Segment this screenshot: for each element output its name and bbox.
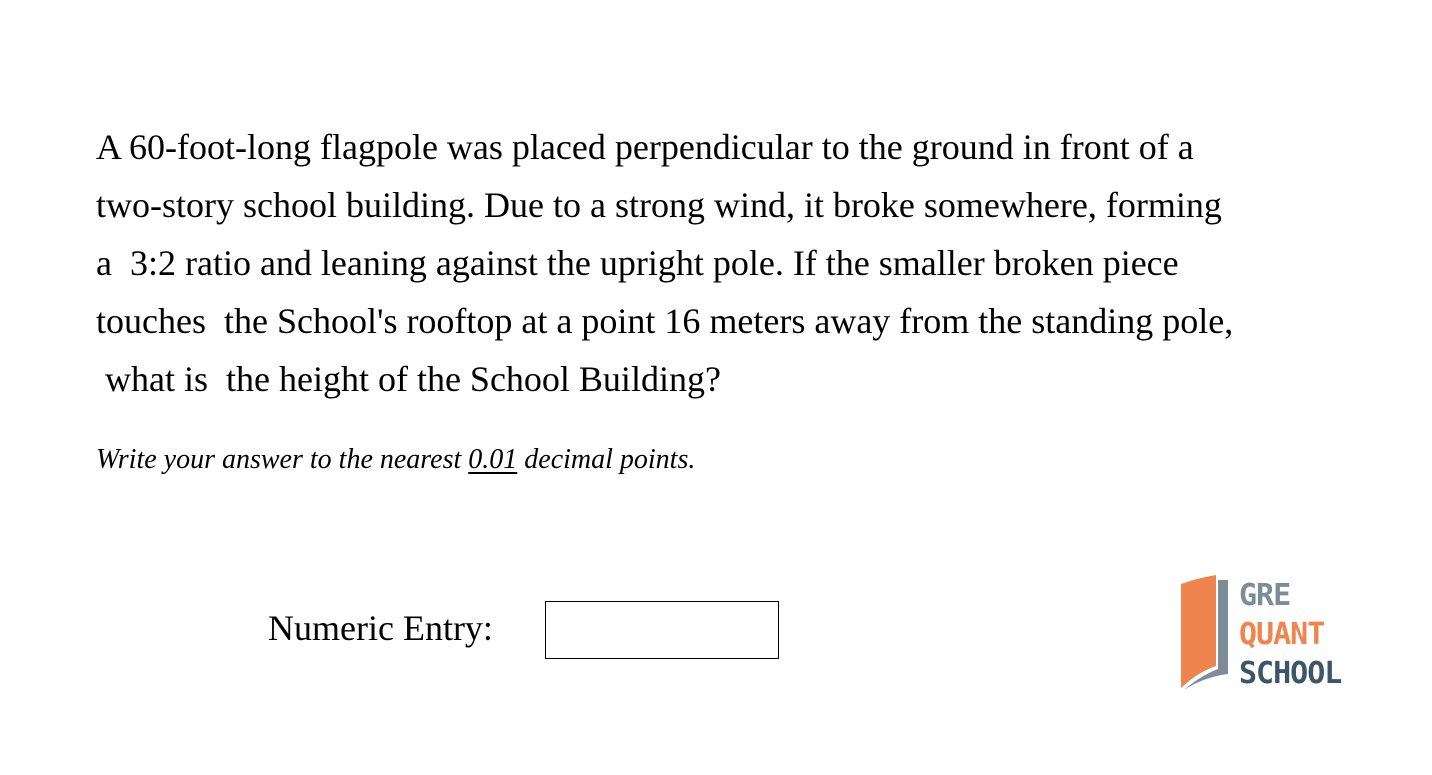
logo-school: SCHOOL [1239,656,1342,691]
open-book-icon [1178,574,1238,694]
question-line-5: what is the height of the School Building? [96,359,721,399]
gre-quant-school-logo [1178,574,1348,694]
answer-instruction [96,440,695,480]
question-line-2: two-story school building. Due to a strong wind, it broke somewhere, forming [96,185,1222,225]
numeric-entry-input[interactable] [545,601,779,659]
question-line-3: a 3:2 ratio and leaning against the upright pole. If the smaller broken piece [96,243,1179,283]
question-line-4: touches the School's rooftop at a point 16 meters away from the standing pole, [96,301,1234,341]
instruction-precision: 0.01 [468,444,518,475]
question-line-1: A 60-foot-long flagpole was placed perpendicular to the ground in front of a [96,127,1194,167]
instruction-text-before: Write your answer to the nearest [96,444,469,475]
logo-wordmark [1239,576,1341,693]
numeric-entry-label: Numeric Entry: [268,608,493,648]
logo-quant: QUANT [1239,617,1325,652]
logo-gre: GRE [1239,578,1291,613]
instruction-text-after: decimal points. [517,444,696,475]
question-text [96,118,1356,408]
